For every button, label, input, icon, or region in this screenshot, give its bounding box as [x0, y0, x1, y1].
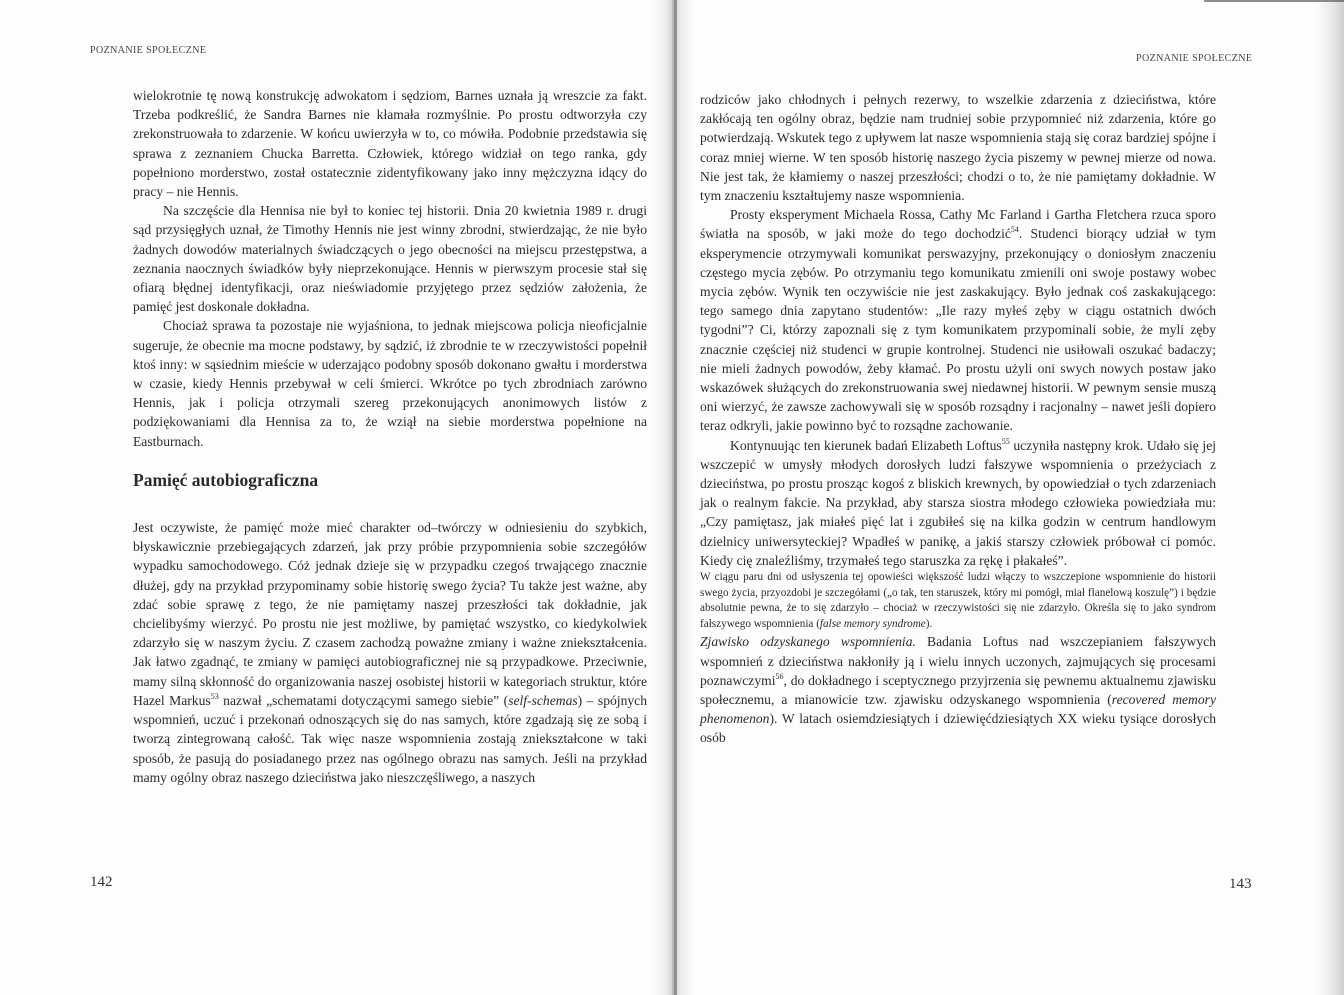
left-paragraph-4-text-c: ) – spójnych wspomnień, uczuć i przekonań odnoszących się do nas samych, które zgadzają się ze sobą i tworzą zintegrowaną całość. Tak więc nasze wspomnienia zostają zniekształcone w taki sposób, że pasują do posiadanego przez nas ogólnego obrazu nas samych. Jeśli na przykład mamy ogólny obraz naszego dzieciństwa jako nieszczęśliwego, a naszych: [133, 692, 647, 785]
right-paragraph-4-text-b: , do dokładnego i sceptycznego przyjrzenia się pewnemu aktualnemu zjawisku społecznemu, a mianowicie tzw. zjawisku odzyskanego wspomnienia (: [700, 672, 1216, 708]
page-corner-mark: [1204, 0, 1344, 10]
book-gutter: [652, 0, 694, 995]
footnote-ref-54: 54: [1010, 225, 1019, 235]
footnote-ref-55: 55: [1001, 436, 1010, 446]
right-paragraph-4-text-a: Badania Loftus nad wszczepianiem fałszywych wspomnień z dzieciństwa nakłoniły ją i wielu innych uczonych, zajmujących się procesami poznawczymi: [700, 634, 1216, 688]
left-paragraph-4-text-a: Jest oczywiste, że pamięć może mieć charakter od–twórczy w odniesieniu do szybkich, błyskawicznie przebiegających zdarzeń, jak przy próbie przypomnienia sobie szczegółów wypadku samochodowego. Cóż jednak dzieje się w przypadku czegoś trwającego znacznie dłużej, gdy na przykład przypominamy sobie historię swego życia? Tu także jest ważne, aby zdać sobie sprawę z tego, że nie pamiętamy naszej przeszłości tak dokładnie, jak chcielibyśmy wierzyć. Po prostu nie jest możliwe, by pamiętać wszystko, co kiedykolwiek zdarzyło się w naszym życiu. Z czasem zachodzą poważne zmiany i ważne zniekształcenia. Jak łatwo zgadnąć, te zmiany w pamięci autobiograficznej nie są przypadkowe. Przeciwnie, mamy silną skłonność do organizowania naszej osobistej historii w kategoriach struktur, które Hazel Markus: [133, 520, 647, 708]
right-paragraph-2-text-b: . Studenci biorący udział w tym eksperymencie otrzymywali komunikat perswazyjny, przekonujący o doniosłym znaczeniu częstego mycia zębów. Po otrzymaniu tego komunikatu zmienili oni swoje postawy wobec mycia zębów. Wynik ten oczywiście nie jest zaskakujący. Było jednak coś zaskakującego: tego samego dnia zapytano studentów: „Ile razy myłeś zęby w ciągu ostatnich dwóch tygodni”? Ci, którzy zapoznali się z tym komunikatem przypominali sobie, że myli zęby znacznie częściej niż studenci w grupie kontrolnej. Studenci nie usiłowali oszukać badaczy; nie mieli żadnych powodów, żeby kłamać. Po prostu użyli oni swych nowych postaw jako wskazówek służących do zrekonstruowania swej niedawnej historii. W pewnym sensie muszą oni wierzyć, że zawsze zachowywali się w sposób rozsądny i racjonalny – nawet jeśli dopiero teraz odkryli, jakie powinno być to rozsądne zachowanie.: [700, 226, 1217, 434]
left-page-text: [133, 86, 647, 787]
note-italic: false memory syndrome: [819, 617, 926, 630]
small-print-note: [700, 570, 1216, 632]
right-running-head: POZNANIE SPOŁECZNE: [1136, 53, 1253, 64]
right-paragraph-1: rodziców jako chłodnych i pełnych rezerwy, to wszelkie zdarzenia z dzieciństwa, które zakłócają ten ogólny obraz, będzie nam trudniej sobie przypomnieć niż zdarzenia, które go potwierdzają. Wskutek tego z upływem lat nasze wspomnienia stają się coraz bardziej spójne i coraz mniej wierne. W ten sposób historię naszego życia piszemy w pewnej mierze od nowa. Nie jest tak, że kłamiemy o naszej przeszłości; chodzi o to, że nie pamiętamy dokładnie. W tym znaczeniu kształtujemy nasze wspomnienia.: [700, 92, 1216, 204]
note-text-a: W ciągu paru dni od usłyszenia tej opowieści większość ludzi włączy to wszczepione wspomnienie do historii swego życia, przyozdobi je szczegółami („o tak, ten staruszek, który mi pomógł, miał flanelową koszulę”) i będzie absolutnie pewna, że to się zdarzyło – chociaż w rzeczywistości się nie zdarzyło. Określa się to jako syndrom fałszywego wspomnienia (: [700, 571, 1216, 630]
right-paragraph-4-italic: recovered memory phenomenon: [700, 692, 1216, 727]
section-heading: Pamięć autobiograficzna: [133, 469, 319, 490]
left-running-head: POZNANIE SPOŁECZNE: [90, 45, 207, 56]
left-paragraph-4-italic: self-schemas: [508, 692, 578, 708]
right-page-number: 143: [1229, 876, 1252, 892]
right-paragraph-3: [700, 436, 1216, 570]
gutter-shadow-line: [674, 0, 677, 995]
left-paragraph-1: wielokrotnie tę nową konstrukcję adwokatom i sędziom, Barnes uznała ją wreszcie za fakt. Trzeba podkreślić, że Sandra Barnes nie kłamała rozmyślnie. Po prostu odtworzyła czy zrekonstruowała to zdarzenie. W końcu uwierzyła w to, co mówiła. Podobnie przedstawia się sprawa z zeznaniem Chucka Barretta. Człowiek, którego widział on tego ranka, gdy popełniono morderstwo, został ostatecznie zidentyfikowany jako inny mężczyzna idący do pracy – nie Hennis.: [133, 88, 647, 200]
note-text-b: ).: [925, 617, 933, 630]
right-page-text: [700, 90, 1216, 748]
left-paragraph-2: Na szczęście dla Hennisa nie był to koniec tej historii. Dnia 20 kwietnia 1989 r. drugi sąd przysięgłych uznał, że Timothy Hennis nie jest winny zbrodni, stwierdzając, że nie było żadnych dowodów materialnych świadczących o jego obecności na miejscu przestępstwa, a zeznania naocznych świadków były nieprzekonujące. Hennis w pierwszym procesie stał się ofiarą błędnej identyfikacji, oraz nieświadomie przyjętego przez sędziów założenia, że pamięć jest doskonale dokładna.: [133, 203, 647, 315]
left-paragraph-3: Chociaż sprawa ta pozostaje nie wyjaśniona, to jednak miejscowa policja nieoficjalnie sugeruje, że obecnie ma mocne podstawy, by sądzić, iż zbrodnie te w rzeczywistości popełnił ktoś inny: w sąsiednim mieście w uderzająco podobny sposób dokonano gwałtu i morderstwa w czasie, kiedy Hennis przebywał w celi śmierci. Wkrótce po tych zbrodniach zarówno Hennis, jak i policja otrzymali szereg przekonujących anonimowych listów z podziękowaniami dla Hennisa za to, że wziął na siebie morderstwa popełnione na Eastburnach.: [133, 318, 647, 449]
footnote-ref-53: 53: [210, 691, 219, 701]
footnote-ref-56: 56: [775, 671, 784, 681]
left-paragraph-4-text-b: nazwał „schematami dotyczącymi samego siebie” (: [218, 692, 509, 708]
right-paragraph-3-text-a: Kontynuując ten kierunek badań Elizabeth Loftus: [730, 437, 1002, 453]
right-paragraph-2-text-a: Prosty eksperyment Michaela Rossa, Cathy Mc Farland i Gartha Fletchera rzuca sporo światła na sposób, w jaki może do tego dochodzić: [700, 207, 1216, 242]
left-page-number: 142: [90, 874, 113, 890]
right-paragraph-2: [700, 205, 1216, 435]
right-paragraph-4: [700, 632, 1216, 747]
left-paragraph-4: [133, 518, 647, 787]
page-edge-shadow: [1316, 0, 1344, 995]
right-paragraph-4-lead: Zjawisko odzyskanego wspomnienia.: [700, 634, 916, 650]
right-paragraph-4-text-c: ). W latach osiemdziesiątych i dziewięćdziesiątych XX wieku tysiące dorosłych osób: [700, 711, 1216, 746]
right-paragraph-3-text-b: uczyniła następny krok. Udało się jej wszczepić w umysły młodych dorosłych ludzi fałszywe wspomnienia o przeżyciach z dzieciństwa, po prostu prosząc kogoś z bliskich krewnych, by opowiedział o tych zdarzeniach jak o realnym fakcie. Na przykład, aby starsza siostra młodego człowieka powiedziała mu: „Czy pamiętasz, jak miałeś pięć lat i zgubiłeś się na kilka godzin w centrum handlowym dzielnicy uniwersyteckiej? Wpadłeś w panikę, a jakiś starszy człowiek próbował ci pomóc. Kiedy cię znaleźliśmy, trzymałeś tego staruszka za rękę i płakałeś”.: [700, 437, 1217, 568]
